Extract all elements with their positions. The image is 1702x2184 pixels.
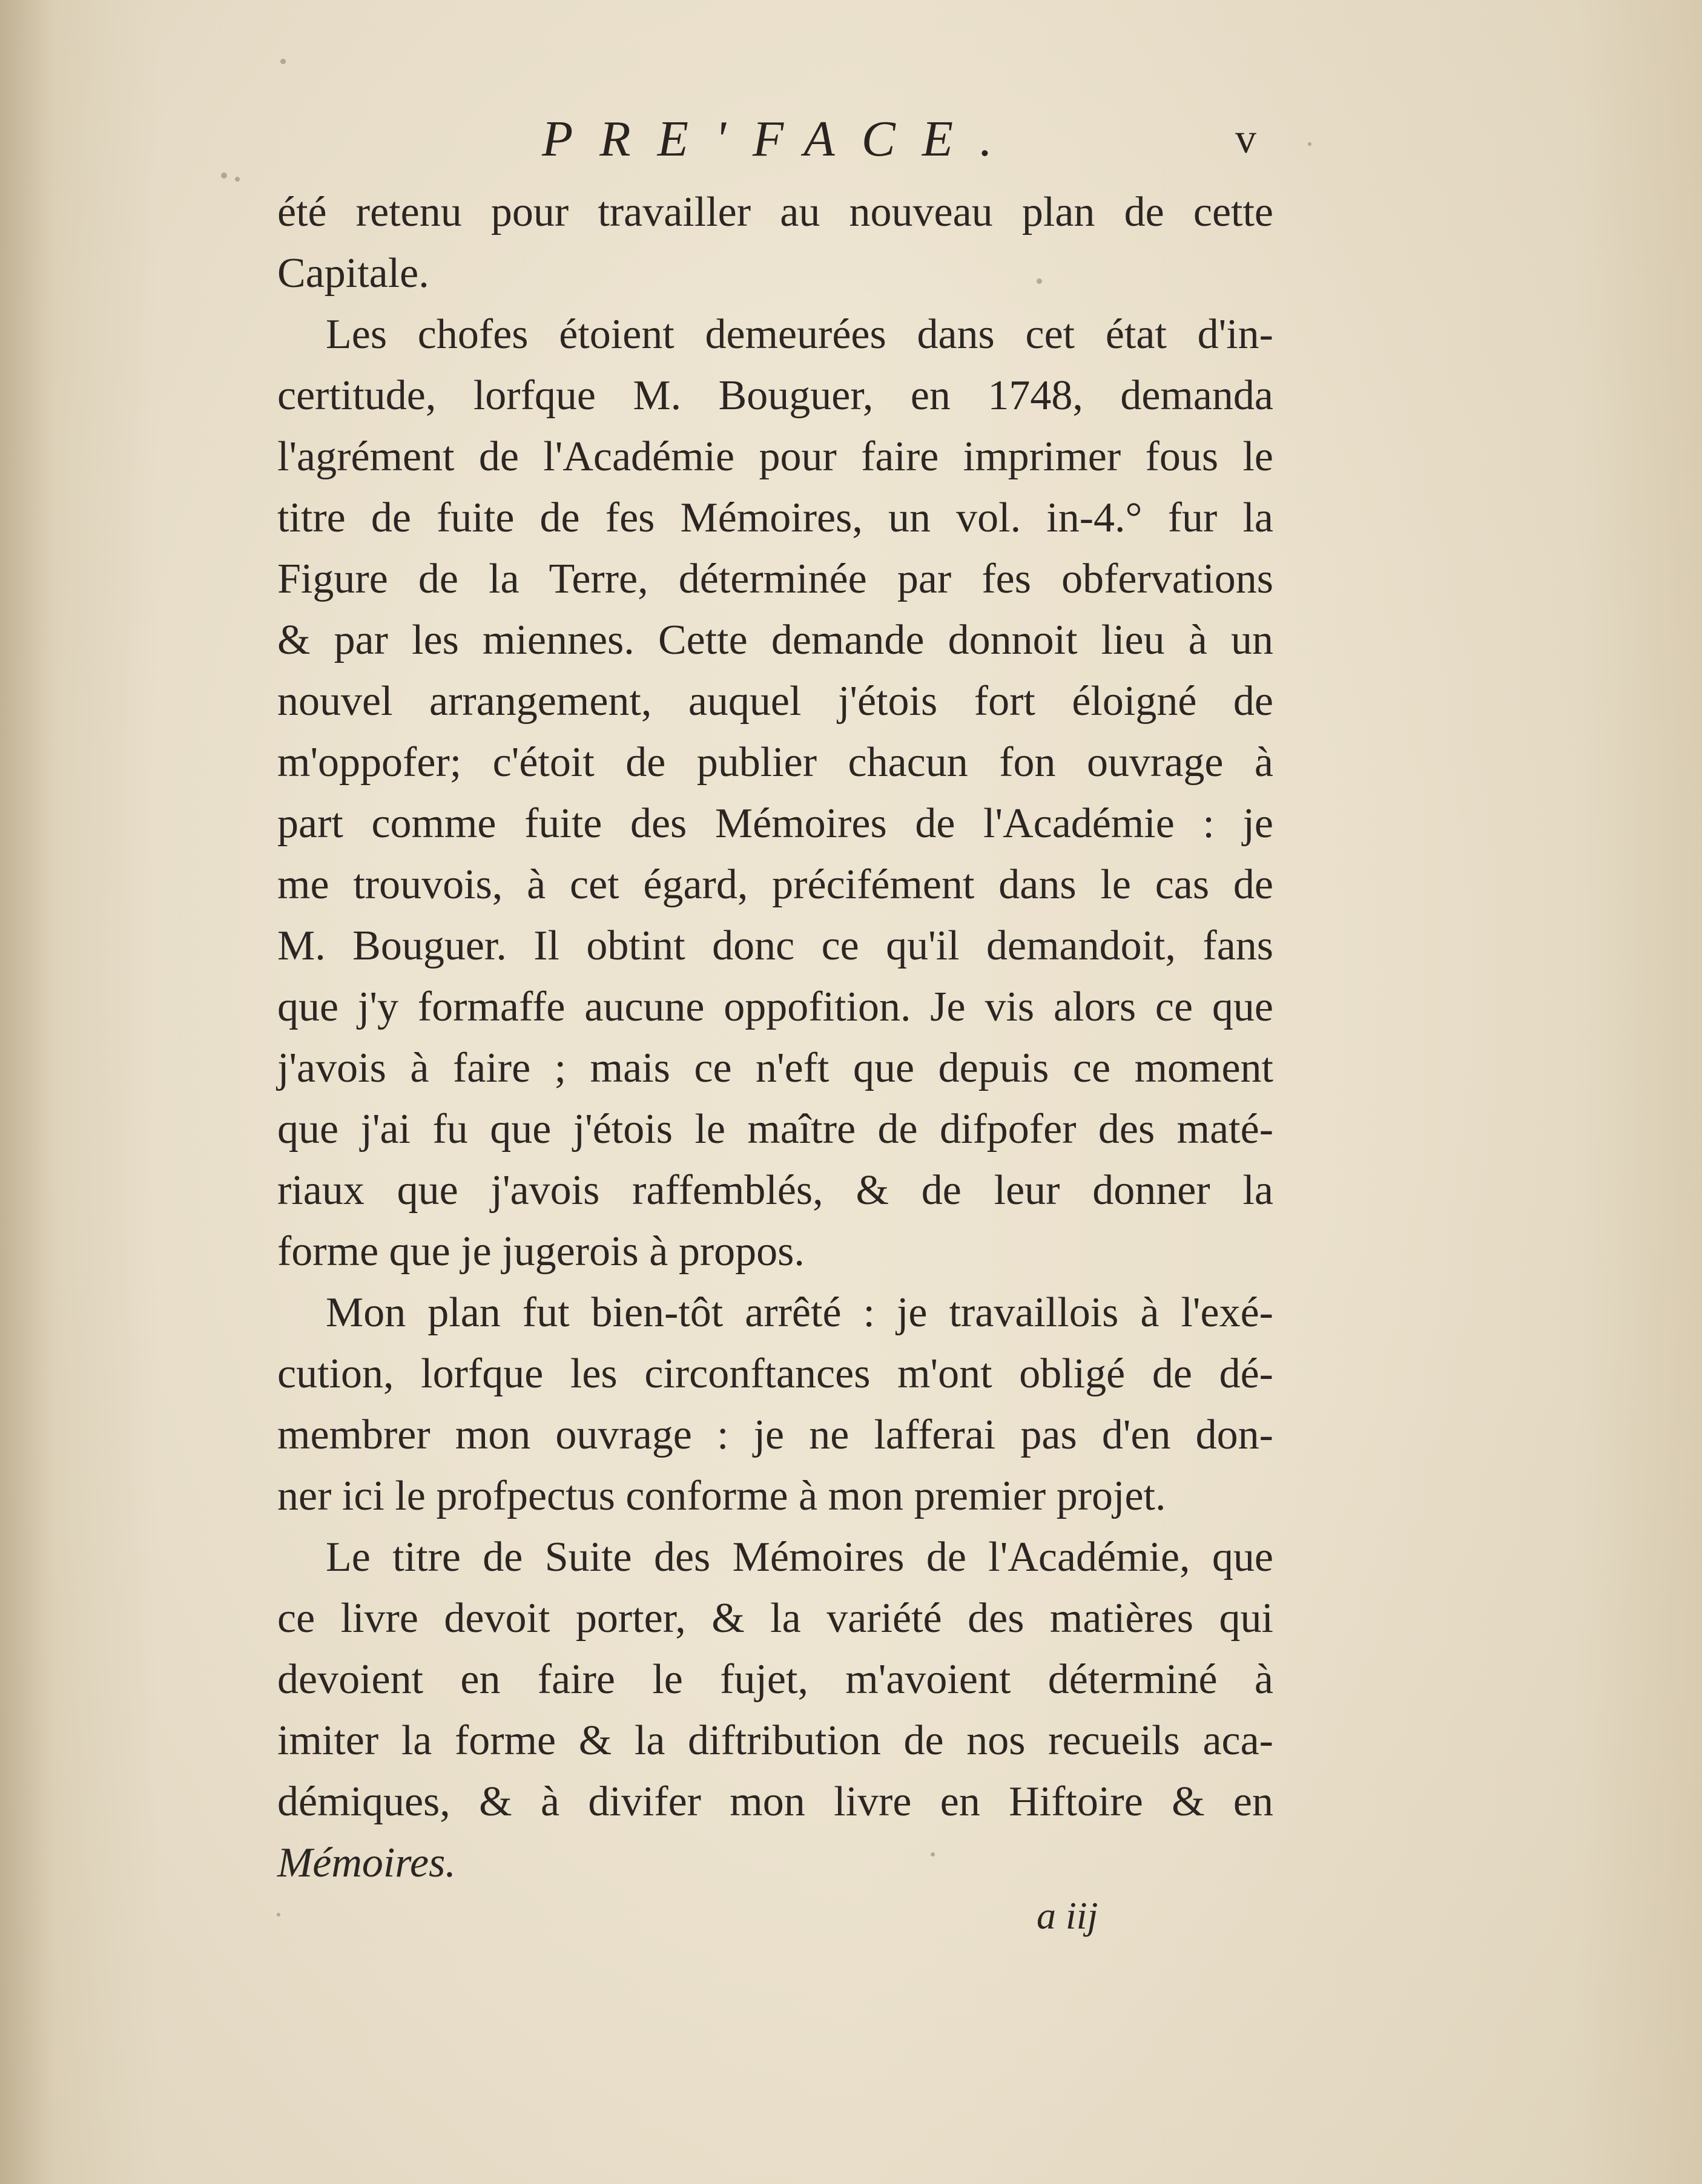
text-line: riaux que j'avois raffemblés, & de leur donner la (277, 1167, 1273, 1214)
paper-speck (235, 177, 240, 182)
text-line: Capitale. (277, 250, 429, 297)
text-line: m'oppofer; c'étoit de publier chacun fon ouvrage à (277, 739, 1273, 786)
body-text (277, 182, 1273, 1893)
text-line: part comme fuite des Mémoires de l'Académie : je (277, 800, 1273, 847)
text-line: membrer mon ouvrage : je ne lafferai pas d'en don- (277, 1412, 1273, 1458)
text-line: que j'ai fu que j'étois le maître de difpofer des maté- (277, 1106, 1273, 1153)
text-line: ce livre devoit porter, & la variété des matières qui (277, 1595, 1273, 1642)
text-line: l'agrément de l'Académie pour faire imprimer fous le (277, 433, 1273, 480)
text-line: Les chofes étoient demeurées dans cet état d'in- (326, 311, 1273, 358)
text-line: ner ici le profpectus conforme à mon premier projet. (277, 1473, 1166, 1519)
text-line: démiques, & à divifer mon livre en Hiftoire & en (277, 1778, 1273, 1825)
text-line: devoient en faire le fujet, m'avoient déterminé à (277, 1656, 1273, 1703)
paper-speck (277, 1913, 280, 1916)
text-line: cution, lorfque les circonftances m'ont obligé de dé- (277, 1350, 1273, 1397)
page-gutter-shadow (0, 0, 54, 2184)
page-number: v (1235, 116, 1256, 162)
text-line: été retenu pour travailler au nouveau plan de cette (277, 189, 1273, 235)
signature-mark: a iij (1037, 1894, 1098, 1937)
page-header (0, 103, 1702, 176)
text-line: nouvel arrangement, auquel j'étois fort éloigné de (277, 678, 1273, 725)
text-line: Mon plan fut bien-tôt arrêté : je travaillois à l'exé- (326, 1289, 1273, 1336)
text-line: Le titre de Suite des Mémoires de l'Académie, que (326, 1534, 1273, 1580)
text-line: Figure de la Terre, déterminée par fes obfervations (277, 556, 1273, 602)
text-line: certitude, lorfque M. Bouguer, en 1748, demanda (277, 372, 1273, 419)
paper-speck (280, 59, 286, 64)
text-line: M. Bouguer. Il obtint donc ce qu'il demandoit, fans (277, 923, 1273, 969)
running-title: PRE'FACE. (542, 111, 1020, 167)
text-line: me trouvois, à cet égard, précifément dans le cas de (277, 861, 1273, 908)
text-line: & par les miennes. Cette demande donnoit lieu à un (277, 617, 1273, 663)
text-line: que j'y formaffe aucune oppofition. Je vis alors ce que (277, 984, 1273, 1030)
text-line: forme que je jugerois à propos. (277, 1228, 805, 1275)
text-line: j'avois à faire ; mais ce n'eft que depuis ce moment (277, 1045, 1273, 1091)
text-line: titre de fuite de fes Mémoires, un vol. in-4.° fur la (277, 495, 1273, 541)
text-line: Mémoires. (277, 1840, 456, 1886)
text-line: imiter la forme & la diftribution de nos recueils aca- (277, 1717, 1273, 1764)
